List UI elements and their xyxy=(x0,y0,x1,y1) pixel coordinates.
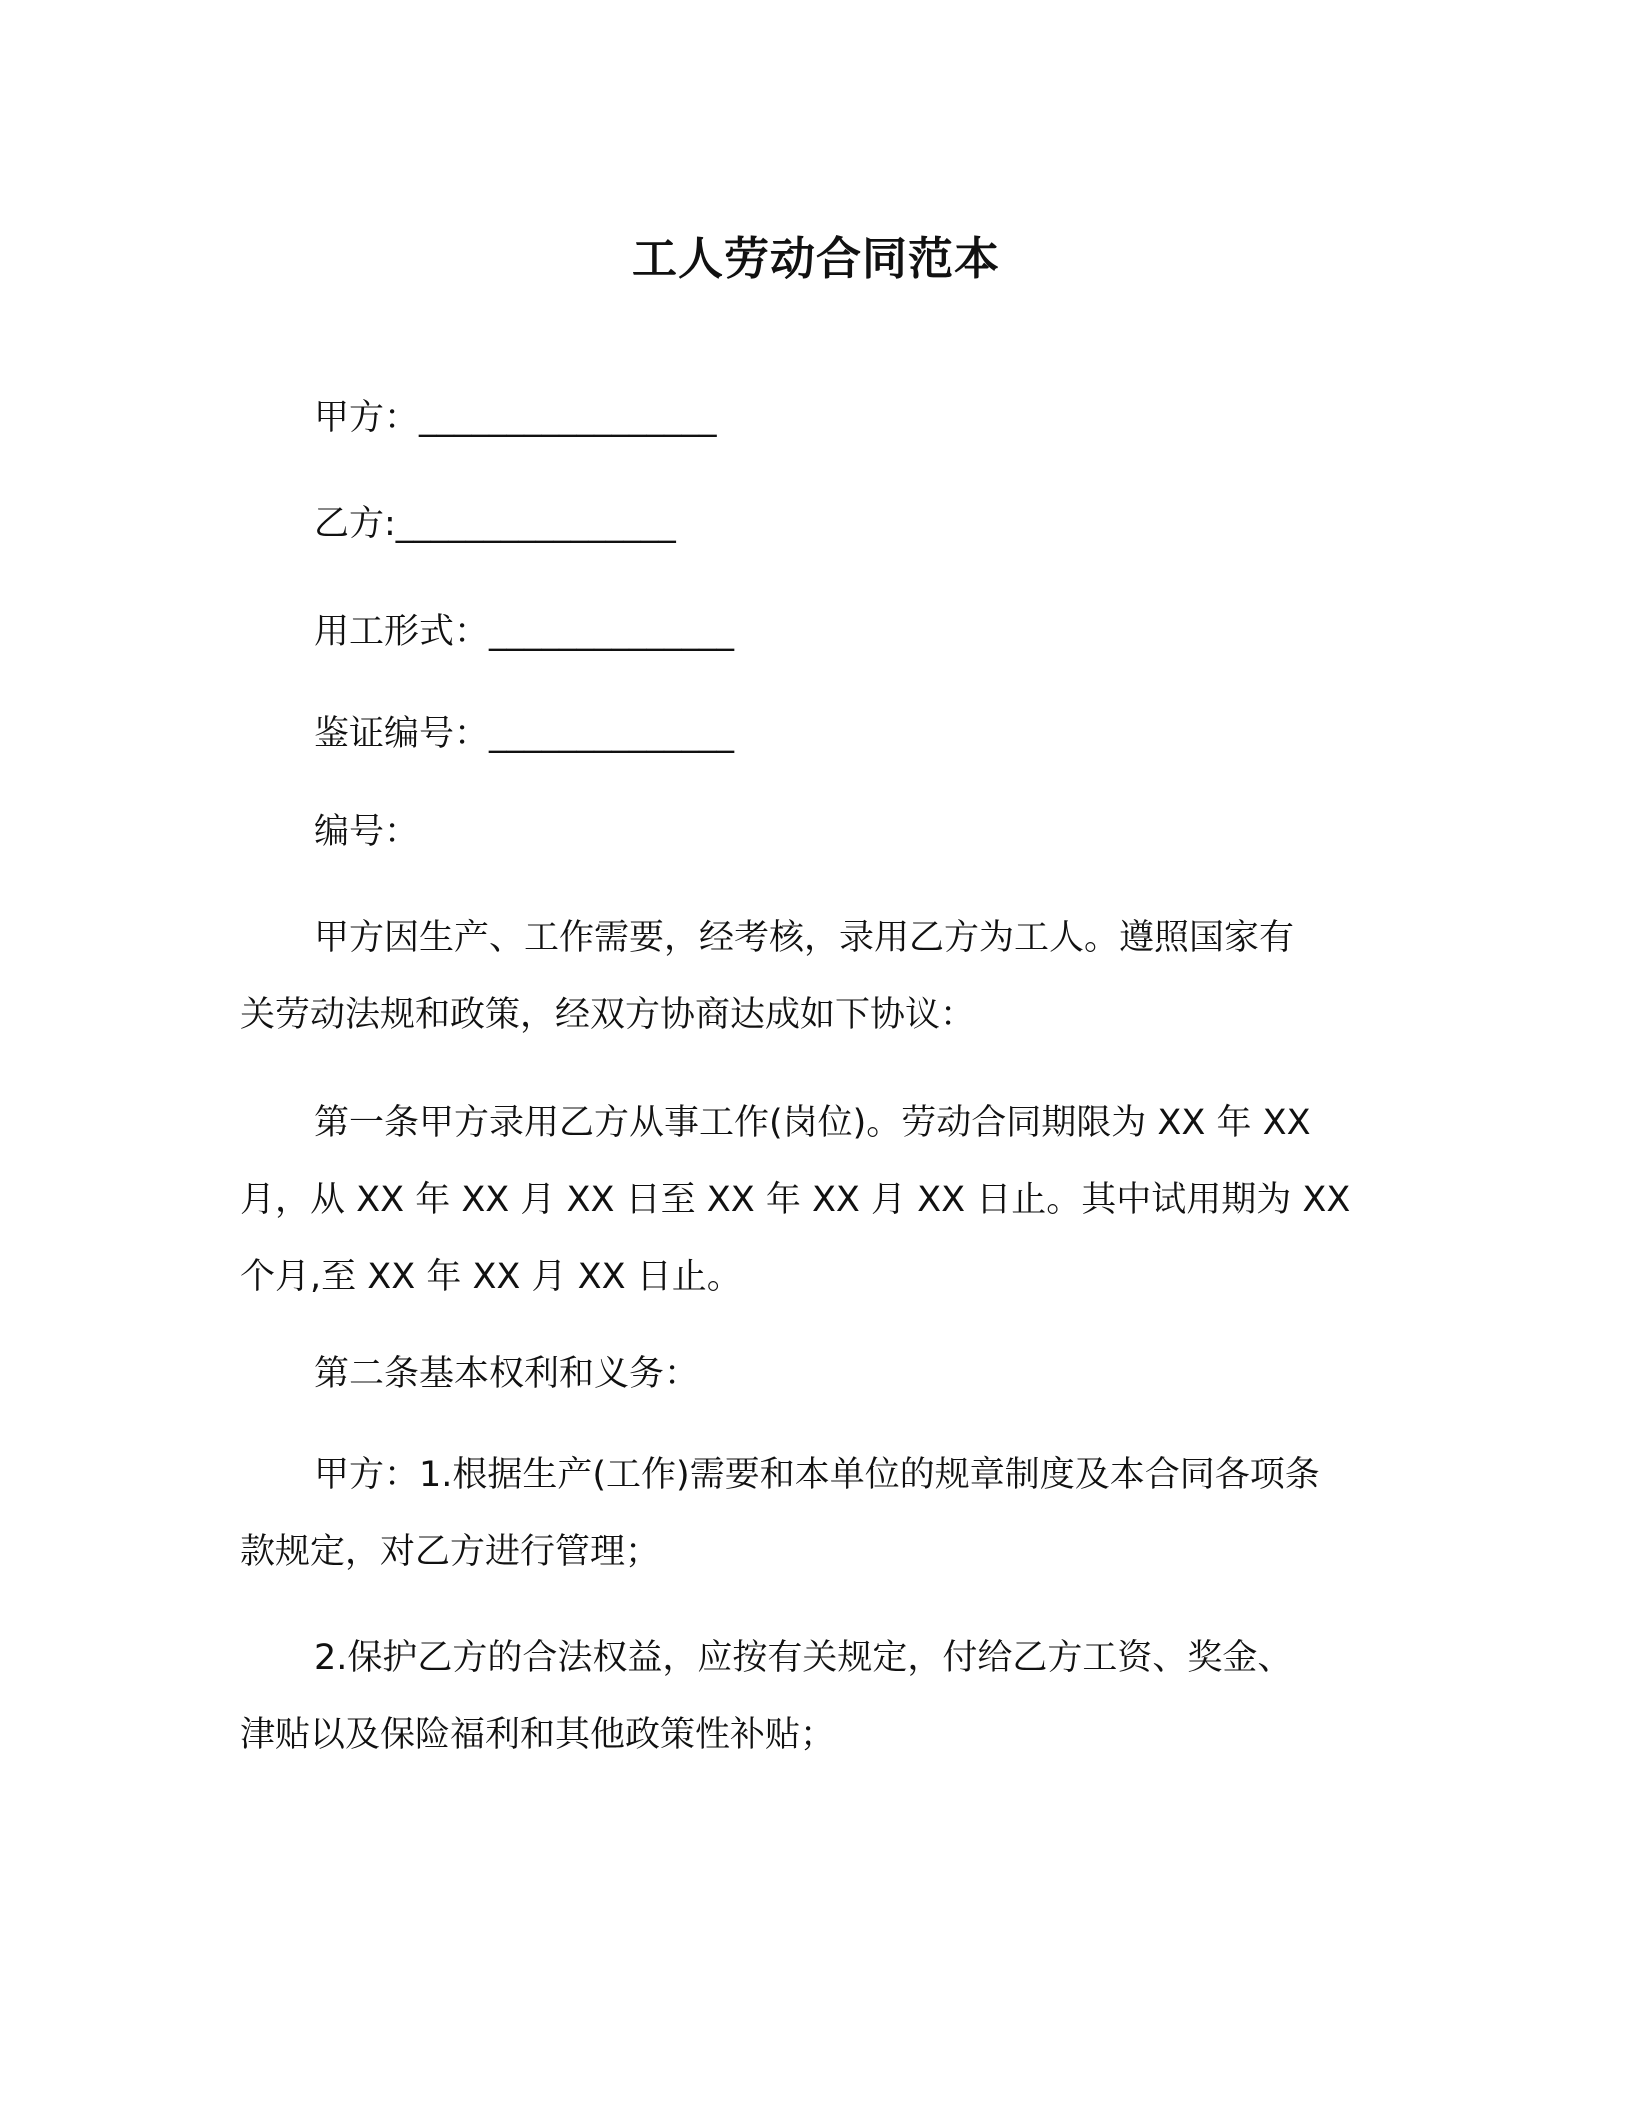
paragraph-line: 关劳动法规和政策，经双方协商达成如下协议： xyxy=(240,995,976,1035)
article-one-paragraph xyxy=(240,1085,1390,1316)
paragraph-line: 款规定，对乙方进行管理； xyxy=(240,1532,661,1572)
paragraph-line: 津贴以及保险福利和其他政策性补贴； xyxy=(240,1715,836,1755)
verification-number-field: 鉴证编号：______________ xyxy=(314,714,735,754)
party-a-duty-two xyxy=(240,1620,1390,1774)
number-field: 编号： xyxy=(314,812,420,852)
paragraph-line: 第一条甲方录用乙方从事工作(岗位)。劳动合同期限为 XX 年 XX xyxy=(314,1103,1311,1143)
party-a-duty-one xyxy=(240,1437,1390,1591)
party-b-field: 乙方:________________ xyxy=(314,504,676,544)
article-two-heading xyxy=(240,1336,1390,1413)
document-title: 工人劳动合同范本 xyxy=(631,232,1000,285)
party-a-field: 甲方：_________________ xyxy=(314,398,717,438)
paragraph-line: 2.保护乙方的合法权益，应按有关规定，付给乙方工资、奖金、 xyxy=(314,1638,1293,1678)
employment-form-field: 用工形式：______________ xyxy=(314,612,735,652)
paragraph-line: 第二条基本权利和义务： xyxy=(314,1354,700,1394)
paragraph-line: 甲方：1.根据生产(工作)需要和本单位的规章制度及本合同各项条 xyxy=(314,1455,1320,1495)
paragraph-line: 月，从 XX 年 XX 月 XX 日至 XX 年 XX 月 XX 日止。其中试用期为 XX xyxy=(240,1180,1351,1220)
paragraph-line: 甲方因生产、工作需要，经考核，录用乙方为工人。遵照国家有 xyxy=(314,918,1295,958)
intro-paragraph xyxy=(240,900,1390,1054)
paragraph-line: 个月,至 XX 年 XX 月 XX 日止。 xyxy=(240,1257,742,1297)
